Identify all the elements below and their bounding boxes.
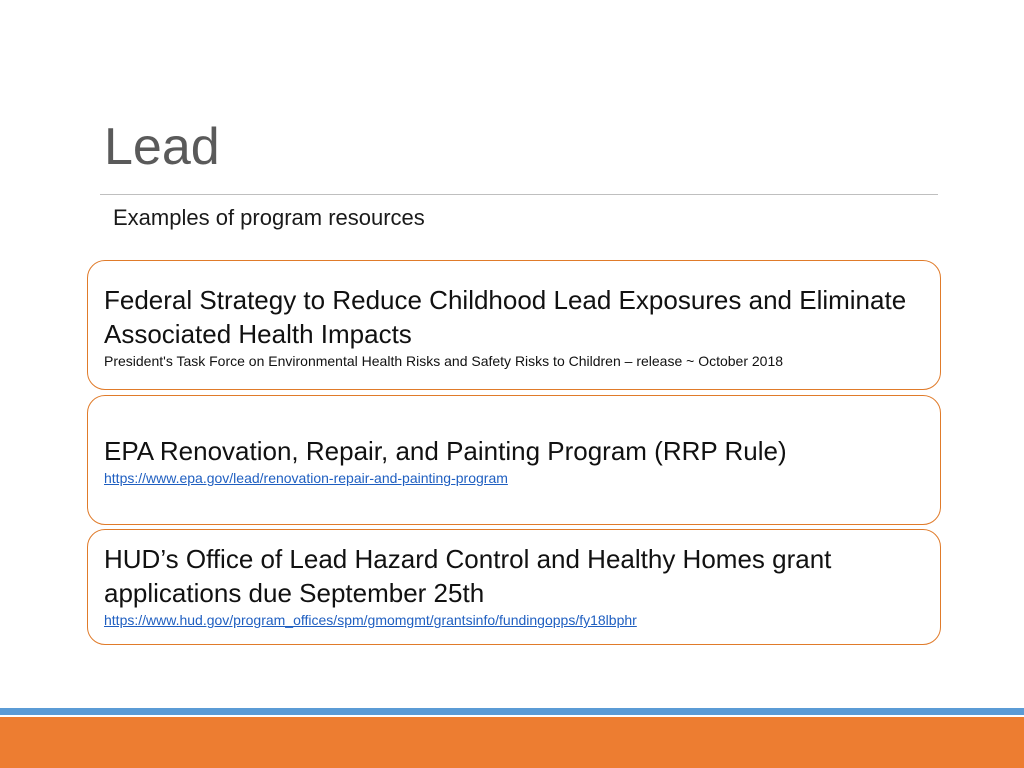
card-heading: HUD’s Office of Lead Hazard Control and Healthy Homes grant applications due September 25th (104, 544, 832, 608)
epa-rrp-link[interactable]: https://www.epa.gov/lead/renovation-repair-and-painting-program (104, 470, 508, 486)
hud-grants-link[interactable]: https://www.hud.gov/program_offices/spm/gmomgmt/grantsinfo/fundingopps/fy18lbphr (104, 612, 637, 628)
footer-accent-orange (0, 717, 1024, 768)
resource-card-epa-rrp (87, 395, 941, 525)
title-divider (100, 194, 938, 195)
resource-card-hud-grants (87, 529, 941, 645)
resource-card-federal-strategy (87, 260, 941, 390)
card-note: President's Task Force on Environmental Health Risks and Safety Risks to Children – release ~ October 2018 (104, 353, 784, 369)
card-heading: EPA Renovation, Repair, and Painting Program (RRP Rule) (104, 436, 787, 466)
footer-accent-blue (0, 708, 1024, 715)
slide-title: Lead (104, 118, 220, 176)
slide-subtitle: Examples of program resources (113, 205, 425, 230)
card-heading: Federal Strategy to Reduce Childhood Lead Exposures and Eliminate Associated Health Impacts (104, 285, 907, 349)
